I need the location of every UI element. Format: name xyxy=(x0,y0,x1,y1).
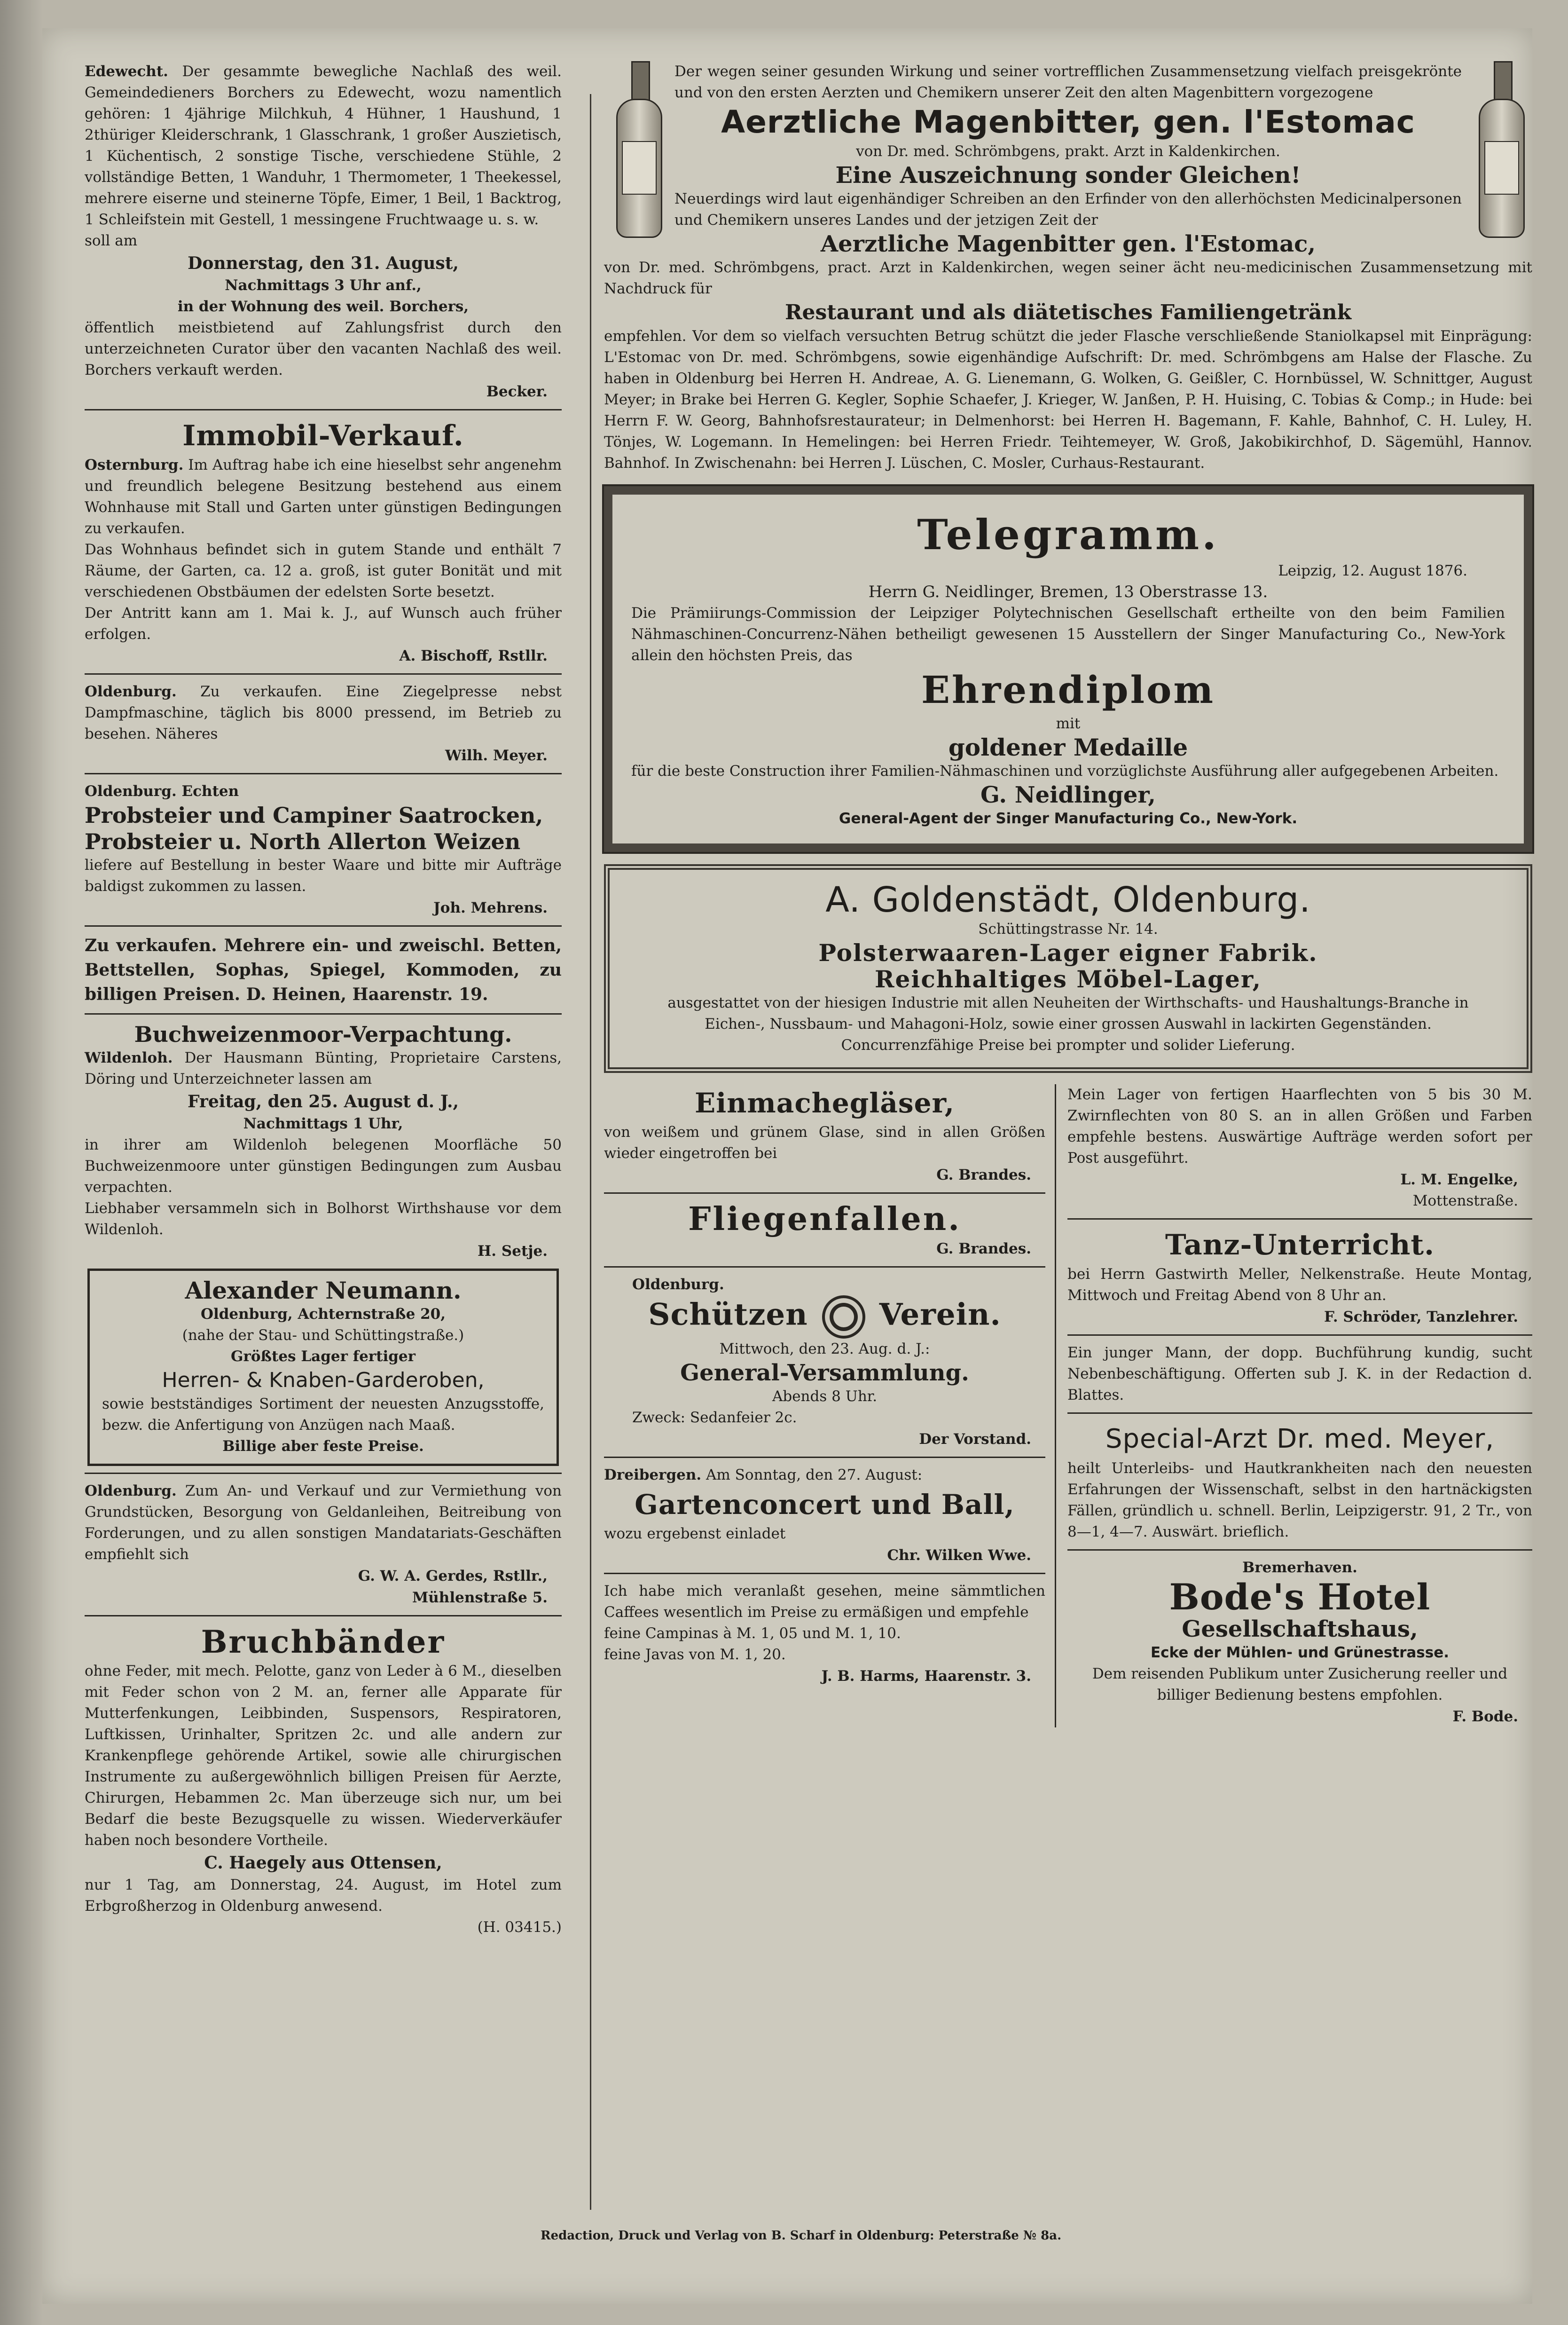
probsteier-place: Oldenburg. Echten xyxy=(85,783,239,800)
engelke-signature2: Mottenstraße. xyxy=(1412,1192,1518,1209)
schuetzen-purpose: Zweck: Sedanfeier 2c. xyxy=(632,1409,797,1426)
estomac-intro: Der wegen seiner gesunden Wirkung und seiner vortrefflichen Zusammensetzung vielfach preisgekrönte und von den ersten Aerzten und Chemikern unserer Zeit den alten Magenbittern vorgezogene xyxy=(674,63,1462,101)
neumann-largest: Größtes Lager fertiger xyxy=(231,1348,416,1365)
immobil-text3: Der Antritt kann am 1. Mai k. J., auf Wunsch auch früher erfolgen. xyxy=(85,605,562,643)
ad-fliegen xyxy=(604,1200,1045,1260)
mann-text: Ein junger Mann, der dopp. Buchführung kundig, sucht Nebenbeschäftigung. Offerten sub J. K. in der Redaction d. Blattes. xyxy=(1067,1344,1532,1403)
ad-mann xyxy=(1067,1342,1532,1406)
edewecht-date: Donnerstag, den 31. August, xyxy=(188,253,459,273)
buchweizen-date: Freitag, den 25. August d. J., xyxy=(187,1092,459,1111)
divider xyxy=(604,1457,1045,1458)
buchweizen-time: Nachmittags 1 Uhr, xyxy=(243,1115,403,1132)
estomac-text2: von Dr. med. Schrömbgens, pract. Arzt in Kaldenkirchen, wegen seiner ächt neu-medicinischen Zusammensetzung mit Nachdruck für xyxy=(604,259,1532,297)
harms-signature: J. B. Harms, Haarenstr. 3. xyxy=(821,1668,1032,1685)
ad-goldenstaedt xyxy=(604,864,1532,1073)
right-column xyxy=(604,61,1532,1727)
ad-schuetzen xyxy=(604,1274,1045,1450)
neumann-name: Alexander Neumann. xyxy=(185,1277,462,1304)
probsteier-text: liefere auf Bestellung in bester Waare und bitte mir Aufträge baldigst zukommen zu lassen. xyxy=(85,857,562,895)
fliegen-heading: Fliegenfallen. xyxy=(688,1200,961,1238)
immobil-signature: A. Bischoff, Rstllr. xyxy=(399,647,548,664)
buchweizen-heading: Buchweizenmoor-Verpachtung. xyxy=(134,1022,512,1047)
neumann-heading: Herren- & Knaben-Garderoben, xyxy=(162,1368,485,1392)
bode-addr: Ecke der Mühlen- und Grünestrasse. xyxy=(1151,1644,1450,1661)
edewecht-text: Der gesammte bewegliche Nachlaß des weil. Gemeindedieners Borchers zu Edewecht, wozu namentlich gehören: 1 4jährige Milchkuh, 4 Hühner, 1 Haushund, 1 2thüriger Kleiderschrank, 1 Glasschrank, 1 großer Auszietisch, 1 Küchentisch, 2 sonstige Tische, verschiedene Stühle, 2 vollständige Betten, 1 Wanduhr, 1 Thermometer, 1 Theekessel, mehrere eiserne und steinerne Töpfe, Eimer, 1 Beil, 1 Backtrog, 1 Schleifstein mit Gestell, 1 messingene Fruchtwaage u. s. w. xyxy=(85,63,562,228)
lower-split xyxy=(604,1084,1532,1727)
bode-heading: Bode's Hotel xyxy=(1169,1576,1431,1618)
goldenstaedt-address: Schüttingstrasse Nr. 14. xyxy=(978,921,1158,938)
ad-probsteier xyxy=(85,781,562,919)
neumann-address: Oldenburg, Achternstraße 20, xyxy=(200,1306,446,1323)
gerdes-signature: G. W. A. Gerdes, Rstllr., xyxy=(358,1568,548,1584)
garten-place: Dreibergen. xyxy=(604,1466,702,1483)
divider xyxy=(604,1573,1045,1574)
bruch-text: ohne Feder, mit mech. Pelotte, ganz von Leder à 6 M., dieselben mit Feder schon von 2 M. an, ferner alle Apparate für Mutterfenkungen, Leibbinden, Suspensors, Respiratoren, Luftkissen, Urinhalter, Spritzen 2c. und alle andern zur Krankenpflege gehörende Artikel, sowie alle chirurgischen Instrumente zu außergewöhnlich billigen Preisen für Aerzte, Chirurgen, Hebammen 2c. Man überzeuge sich nur, um bei Bedarf die beste Bezugsquelle zu wissen. Wiederverkäufer haben noch besondere Vortheile. xyxy=(85,1663,562,1849)
schuetzen-right: Verein. xyxy=(879,1297,1001,1332)
tanz-text: bei Herrn Gastwirth Meller, Nelkenstraße. Heute Montag, Mittwoch und Freitag Abend von 8 Uhr an. xyxy=(1067,1266,1532,1304)
telegramm-medal: goldener Medaille xyxy=(948,733,1188,761)
ziegel-signature: Wilh. Meyer. xyxy=(445,747,548,764)
column-rule xyxy=(590,94,591,2210)
divider xyxy=(1067,1334,1532,1336)
bottle-icon-left xyxy=(613,61,665,240)
ad-gerdes xyxy=(85,1481,562,1608)
probsteier-line2: Probsteier u. North Allerton Weizen xyxy=(85,829,521,854)
divider xyxy=(85,1473,562,1474)
einmach-heading: Einmachegläser, xyxy=(695,1087,955,1119)
ad-immobil xyxy=(85,417,562,667)
ad-estomac xyxy=(604,61,1532,474)
ad-edewecht xyxy=(85,61,562,402)
engelke-signature: L. M. Engelke, xyxy=(1400,1171,1518,1188)
bruch-text2: nur 1 Tag, am Donnerstag, 24. August, im Hotel zum Erbgroßherzog in Oldenburg anwesend. xyxy=(85,1876,562,1915)
ad-meyer xyxy=(1067,1420,1532,1543)
telegramm-text2: für die beste Construction ihrer Familien-Nähmaschinen und vorzüglichste Ausführung aller aufgegebenen Arbeiten. xyxy=(631,763,1499,780)
ad-bruch xyxy=(85,1623,562,1938)
gerdes-signature2: Mühlenstraße 5. xyxy=(412,1589,548,1606)
betten-text: Zu verkaufen. Mehrere ein- und zweischl. Betten, Bettstellen, Sophas, Spiegel, Kommoden, zu billigen Preisen. D. Heinen, Haarenstr. 19. xyxy=(85,936,562,1004)
immobil-place: Osternburg. xyxy=(85,457,184,473)
edewecht-time: Nachmittags 3 Uhr anf., xyxy=(225,277,422,294)
ad-bode xyxy=(1067,1557,1532,1727)
buchweizen-text3: Liebhaber versammeln sich in Bolhorst Wirthshause vor dem Wildenloh. xyxy=(85,1200,562,1238)
bode-sub: Gesellschaftshaus, xyxy=(1182,1616,1418,1642)
bode-place: Bremerhaven. xyxy=(1242,1559,1357,1576)
neumann-text: sowie bestständiges Sortiment der neuesten Anzugsstoffe, bezw. die Anfertigung von Anzügen nach Maaß. xyxy=(102,1395,544,1434)
lower-right xyxy=(1056,1084,1532,1727)
divider xyxy=(85,925,562,927)
goldenstaedt-line1: Polsterwaaren-Lager eigner Fabrik. xyxy=(818,939,1318,967)
goldenstaedt-line2: Reichhaltiges Möbel-Lager, xyxy=(875,965,1262,993)
fliegen-signature: G. Brandes. xyxy=(936,1240,1032,1257)
ad-garten xyxy=(604,1465,1045,1566)
ad-tanz xyxy=(1067,1226,1532,1328)
bottle-icon-right xyxy=(1476,61,1528,240)
divider xyxy=(85,673,562,675)
bode-text: Dem reisenden Publikum unter Zusicherung reeller und billiger Bedienung bestens empfohlen. xyxy=(1092,1665,1508,1703)
schuetzen-left: Schützen xyxy=(648,1297,808,1332)
buchweizen-place: Wildenloh. xyxy=(85,1049,173,1066)
telegramm-text: Die Prämiirungs-Commission der Leipziger Polytechnischen Gesellschaft ertheilte von den beim Familien Nähmaschinen-Concurrenz-Nähen betheiligt gewesenen 15 Ausstellern der Singer Manufacturing Co., New-York allein den höchsten Preis, das xyxy=(631,605,1505,664)
ziegel-text: Zu verkaufen. Eine Ziegelpresse nebst Dampfmaschine, täglich bis 8000 pressend, im Betrieb zu besehen. Näheres xyxy=(85,683,562,742)
meyer-text: heilt Unterleibs- und Hautkrankheiten nach den neuesten Erfahrungen der Wissenschaft, selbst in den hartnäckigsten Fällen, gründlich u. schnell. Berlin, Leipzigerstr. 91, 2 Tr., von 8—1, 4—7. Auswärt. brieflich. xyxy=(1067,1460,1532,1540)
ad-harms xyxy=(604,1581,1045,1687)
scan-edge xyxy=(0,0,42,2325)
garten-signature: Chr. Wilken Wwe. xyxy=(887,1547,1032,1564)
divider xyxy=(85,773,562,774)
buchweizen-text2: in ihrer am Wildenloh belegenen Moorfläche 50 Buchweizenmoore unter günstigen Bedingungen zum Ausbau verpachten. xyxy=(85,1136,562,1196)
neumann-prices: Billige aber feste Preise. xyxy=(222,1438,424,1455)
telegramm-role: General-Agent der Singer Manufacturing Co., New-York. xyxy=(839,810,1298,827)
schuetzen-signature: Der Vorstand. xyxy=(919,1431,1032,1448)
schuetzen-time: Abends 8 Uhr. xyxy=(772,1388,878,1405)
estomac-text: Neuerdings wird laut eigenhändiger Schreiben an den Erfinder von den allerhöchsten Medicinalpersonen und Chemikern unseres Landes und der jetzigen Zeit der xyxy=(674,190,1462,229)
probsteier-signature: Joh. Mehrens. xyxy=(433,899,548,916)
divider xyxy=(1067,1549,1532,1551)
imprint-footer: Redaction, Druck und Verlag von B. Scharf in Oldenburg: Peterstraße № 8a. xyxy=(541,2229,1062,2243)
ad-neumann xyxy=(87,1269,559,1466)
gerdes-place: Oldenburg. xyxy=(85,1482,177,1499)
divider xyxy=(604,1266,1045,1268)
telegramm-to: Herrn G. Neidlinger, Bremen, 13 Oberstrasse 13. xyxy=(868,583,1268,601)
telegramm-mit: mit xyxy=(1056,715,1081,732)
probsteier-line1: Probsteier und Campiner Saatrocken, xyxy=(85,803,543,828)
estomac-heading2: Aerztliche Magenbitter gen. l'Estomac, xyxy=(820,231,1316,257)
schuetzen-place: Oldenburg. xyxy=(632,1276,724,1293)
ad-ziegel xyxy=(85,681,562,766)
edewecht-text2: soll am xyxy=(85,232,138,249)
edewecht-text3: öffentlich meistbietend auf Zahlungsfrist durch den unterzeichneten Curator über den vacanten Nachlaß des weil. Borchers verkauft werden. xyxy=(85,319,562,378)
harms-text: Ich habe mich veranlaßt gesehen, meine sämmtlichen Caffees wesentlich im Preise zu ermäßigen und empfehle xyxy=(604,1583,1046,1621)
ad-einmach xyxy=(604,1084,1045,1186)
buchweizen-text: Der Hausmann Bünting, Proprietaire Carstens, Döring und Unterzeichneter lassen am xyxy=(85,1049,562,1088)
divider xyxy=(1067,1218,1532,1220)
schuetzen-heading: General-Versammlung. xyxy=(680,1360,969,1386)
garten-date: Am Sonntag, den 27. August: xyxy=(706,1466,923,1483)
divider xyxy=(85,1615,562,1616)
harms-line1: feine Campinas à M. 1, 05 und M. 1, 10. xyxy=(604,1625,901,1642)
divider xyxy=(85,409,562,410)
estomac-award: Eine Auszeichnung sonder Gleichen! xyxy=(835,162,1301,189)
telegramm-diploma: Ehrendiplom xyxy=(921,668,1215,712)
bruch-name: C. Haegely aus Ottensen, xyxy=(204,1853,442,1873)
gerdes-text: Zum An- und Verkauf und zur Vermiethung von Grundstücken, Besorgung von Geldanleihen, Beitreibung von Forderungen, und zu allen sonstigen Mandatariats-Geschäften empfiehlt sich xyxy=(85,1482,562,1563)
bruch-heading: Bruchbänder xyxy=(201,1624,446,1660)
garten-heading: Gartenconcert und Ball, xyxy=(635,1489,1015,1521)
telegramm-signature: G. Neidlinger, xyxy=(980,782,1156,808)
bruch-code: (H. 03415.) xyxy=(477,1919,562,1936)
tanz-heading: Tanz-Unterricht. xyxy=(1165,1229,1435,1261)
estomac-heading: Aerztliche Magenbitter, gen. l'Estomac xyxy=(721,104,1415,140)
immobil-text2: Das Wohnhaus befindet sich in gutem Stande und enthält 7 Räume, der Garten, ca. 12 a. groß, ist guter Bonität und mit verschiedenen Obstbäumen der edelsten Sorte besetzt. xyxy=(85,541,562,600)
ad-engelke xyxy=(1067,1084,1532,1212)
divider xyxy=(1067,1412,1532,1414)
ad-telegramm xyxy=(604,486,1532,852)
telegramm-dateline: Leipzig, 12. August 1876. xyxy=(1278,562,1467,579)
estomac-by: von Dr. med. Schrömbgens, prakt. Arzt in Kaldenkirchen. xyxy=(856,143,1280,160)
immobil-text: Im Auftrag habe ich eine hieselbst sehr angenehm und freundlich belegene Besitzung bestehend aus einem Wohnhause mit Stall und Garten unter günstigen Bedingungen zu verkaufen. xyxy=(85,457,562,537)
edewecht-place2: in der Wohnung des weil. Borchers, xyxy=(177,298,469,315)
engelke-text: Mein Lager von fertigen Haarflechten von 5 bis 30 M. Zwirnflechten von 80 S. an in allen Größen und Farben empfehle bestens. Auswärtige Aufträge werden sofort per Post ausgeführt. xyxy=(1067,1086,1532,1166)
immobil-heading: Immobil-Verkauf. xyxy=(182,419,464,452)
goldenstaedt-text: ausgestattet von der hiesigen Industrie mit allen Neuheiten der Wirthschafts- und Haushaltungs-Branche in Eichen-, Nussbaum- und Mahagoni-Holz, sowie einer grossen Auswahl in lackirten Gegenständen. Concurrenzfähige Preise bei prompter und solider Lieferung. xyxy=(667,994,1469,1054)
target-icon xyxy=(822,1295,865,1339)
einmach-signature: G. Brandes. xyxy=(936,1166,1032,1183)
edewecht-signature: Becker. xyxy=(486,383,548,400)
estomac-heading3: Restaurant und als diätetisches Familiengetränk xyxy=(784,300,1352,324)
divider xyxy=(85,1013,562,1015)
telegramm-heading: Telegramm. xyxy=(917,510,1219,559)
harms-line2: feine Javas von M. 1, 20. xyxy=(604,1646,786,1663)
garten-text: wozu ergebenst einladet xyxy=(604,1525,786,1542)
meyer-heading: Special-Arzt Dr. med. Meyer, xyxy=(1105,1424,1495,1454)
ziegel-place: Oldenburg. xyxy=(85,683,177,700)
ad-betten xyxy=(85,933,562,1007)
einmach-text: von weißem und grünem Glase, sind in allen Größen wieder eingetroffen bei xyxy=(604,1124,1046,1162)
estomac-text3: empfehlen. Vor dem so vielfach versuchten Betrug schützt die jeder Flasche verschließende Staniolkapsel mit Einprägung: L'Estomac von Dr. med. Schrömbgens, sowie eigenhändige Aufschrift: Dr. med. Schrömbgens am Halse der Flasche. Zu haben in Oldenburg bei Herren H. Andreae, A. G. Lienemann, G. Wolken, G. Geißler, C. Hornbüssel, W. Schnittger, August Meyer; in Brake bei Herren G. Kegler, Sophie Schaefer, J. Krieger, W. Janßen, P. H. Huising, C. Tobias & Comp.; in Hude: bei Herrn F. W. Georg, Bahnhofsrestaurateur; in Delmenhorst: bei Herren H. Bagemann, F. Kahle, Bahnhof, C. H. Luley, H. Tönjes, W. Logemann. In Hemelingen: bei Herren Friedr. Teihtemeyer, W. Groß, Jakobikirchhof, D. Sägemühl, Hannov. Bahnhof. In Zwischenahn: bei Herren J. Lüschen, C. Mosler, Curhaus-Restaurant. xyxy=(604,328,1532,472)
tanz-signature: F. Schröder, Tanzlehrer. xyxy=(1324,1308,1518,1325)
schuetzen-date: Mittwoch, den 23. Aug. d. J.: xyxy=(719,1340,930,1357)
goldenstaedt-heading: A. Goldenstädt, Oldenburg. xyxy=(825,880,1311,920)
divider xyxy=(604,1192,1045,1194)
buchweizen-signature: H. Setje. xyxy=(477,1243,548,1260)
edewecht-place: Edewecht. xyxy=(85,63,168,80)
bode-signature: F. Bode. xyxy=(1452,1708,1518,1725)
ad-buchweizen xyxy=(85,1021,562,1262)
neumann-near: (nahe der Stau- und Schüttingstraße.) xyxy=(182,1327,464,1344)
lower-left xyxy=(604,1084,1056,1727)
left-column xyxy=(85,61,562,1938)
